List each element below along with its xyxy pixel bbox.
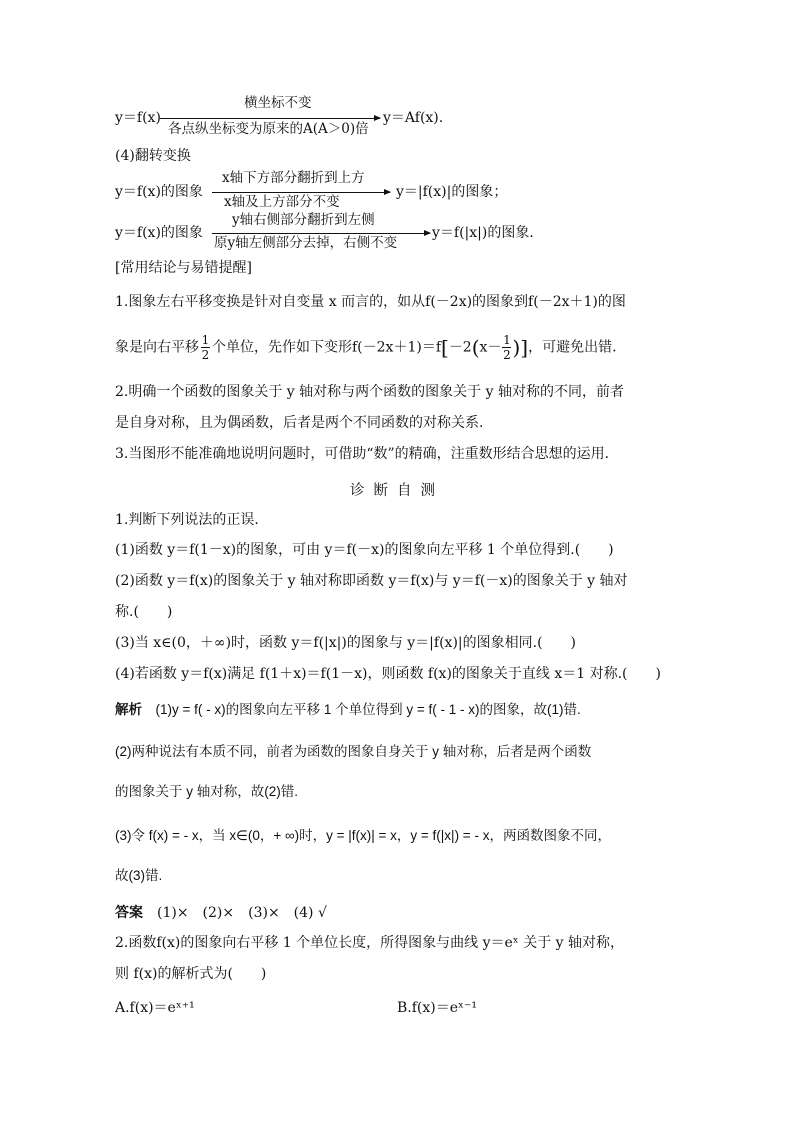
answer-text: (1)× (2)× (3)× (4) √ (143, 905, 327, 921)
note-item-2: 2.明确一个函数的图象关于 y 轴对称与两个函数的图象关于 y 轴对称的不同，前者 (115, 384, 624, 400)
notes-heading: [常用结论与易错提醒] (115, 260, 252, 276)
note-item-1: 1.图象左右平移变换是针对自变量 x 而言的，如从f(－2x)的图象到f(－2x＋1)的图 (115, 294, 626, 310)
transform-right: y＝|f(x)|的图象； (396, 184, 508, 200)
question-2-stem: 2.函数f(x)的图象向右平移 1 个单位长度，所得图象与曲线 y＝eˣ 关于 y 轴对称， (115, 935, 625, 951)
fraction-numerator: 1 (201, 333, 210, 347)
analysis-line-3: 的图象关于 y 轴对称，故(2)错. (115, 784, 299, 799)
option-a: A.f(x)＝eˣ⁺¹ (115, 1000, 195, 1016)
paren-expression: ) (512, 335, 521, 360)
arrow-top-label: 横坐标不变 (244, 95, 312, 111)
note-text: ，可避免出错. (528, 339, 617, 356)
question-1-item-2-cont: 称.( ) (115, 604, 173, 620)
transform-left: y＝f(x)的图象 (115, 184, 203, 200)
option-b: B.f(x)＝eˣ⁻¹ (397, 1000, 477, 1016)
section-heading: (4)翻转变换 (115, 148, 191, 164)
fraction-denominator: 2 (503, 348, 511, 362)
transform-arrow (212, 233, 430, 234)
transform-left: y＝f(x) (115, 110, 161, 126)
expr-inner: －2 (448, 339, 472, 356)
note-item-3: 3.当图形不能准确地说明问题时，可借助“数”的精确，注重数形结合思想的运用. (115, 446, 610, 462)
fraction (201, 334, 210, 361)
fraction (502, 334, 511, 361)
question-1-item-3: (3)当 x∈(0，＋∞)时，函数 y＝f(|x|)的图象与 y＝|f(x)|的图象相同.( ) (115, 635, 576, 651)
analysis-line-4: (3)令 f(x) = - x，当 x∈(0，+ ∞)时，y = |f(x)| = x，y = f(|x|) = - x，两函数图象不同， (115, 828, 611, 843)
note-text: 象是向右平移 (115, 339, 199, 356)
answer-line (115, 903, 327, 923)
section-title: 诊断自测 (350, 483, 444, 499)
analysis-text: (1)y = f( - x)的图象向左平移 1 个单位得到 y = f( - 1 - x)的图象，故(1)错. (142, 702, 581, 717)
fraction-denominator: 2 (201, 348, 210, 362)
arrow-top-label: y轴右侧部分翻折到左侧 (232, 212, 375, 228)
question-1-item-1: (1)函数 y＝f(1－x)的图象，可由 y＝f(－x)的图象向左平移 1 个单位得到.( ) (115, 542, 614, 558)
question-1-item-2: (2)函数 y＝f(x)的图象关于 y 轴对称即函数 y＝f(x)与 y＝f(－x)的图象关于 y 轴对 (115, 573, 628, 589)
paren-expression: ( (471, 335, 480, 360)
expr-paren: x－ (479, 339, 502, 356)
note-item-1-cont (115, 334, 617, 361)
answer-label: 答案 (115, 905, 143, 921)
analysis-line-5: 故(3)错. (115, 868, 163, 883)
arrow-bottom-label: x轴及上方部分不变 (224, 194, 340, 210)
transform-right: y＝f(|x|)的图象. (432, 225, 534, 241)
transform-right: y＝Af(x). (383, 110, 444, 126)
bracket-expression: ] (520, 335, 529, 360)
transform-arrow (212, 192, 390, 193)
analysis-label: 解析 (115, 702, 142, 718)
question-1-item-4: (4)若函数 y＝f(x)满足 f(1＋x)＝f(1－x)，则函数 f(x)的图象关于直线 x＝1 对称.( ) (115, 666, 661, 682)
note-text: 个单位，先作如下变形f(－2x＋1)＝f (212, 339, 441, 356)
transform-left: y＝f(x)的图象 (115, 225, 203, 241)
arrow-top-label: x轴下方部分翻折到上方 (222, 170, 365, 186)
question-2-stem-cont: 则 f(x)的解析式为( ) (115, 966, 267, 982)
note-item-2-cont: 是自身对称，且为偶函数，后者是两个不同函数的对称关系. (115, 415, 484, 431)
question-1-stem: 1.判断下列说法的正误. (115, 512, 259, 528)
analysis-line-1 (115, 700, 581, 720)
fraction-numerator: 1 (503, 333, 511, 347)
arrow-bottom-label: 各点纵坐标变为原来的A(A＞0)倍 (168, 121, 369, 137)
transform-arrow (160, 118, 380, 119)
arrow-bottom-label: 原y轴左侧部分去掉，右侧不变 (214, 235, 398, 251)
bracket-expression: [ (441, 335, 449, 360)
analysis-line-2: (2)两种说法有本质不同，前者为函数的图象自身关于 y 轴对称，后者是两个函数 (115, 744, 592, 759)
